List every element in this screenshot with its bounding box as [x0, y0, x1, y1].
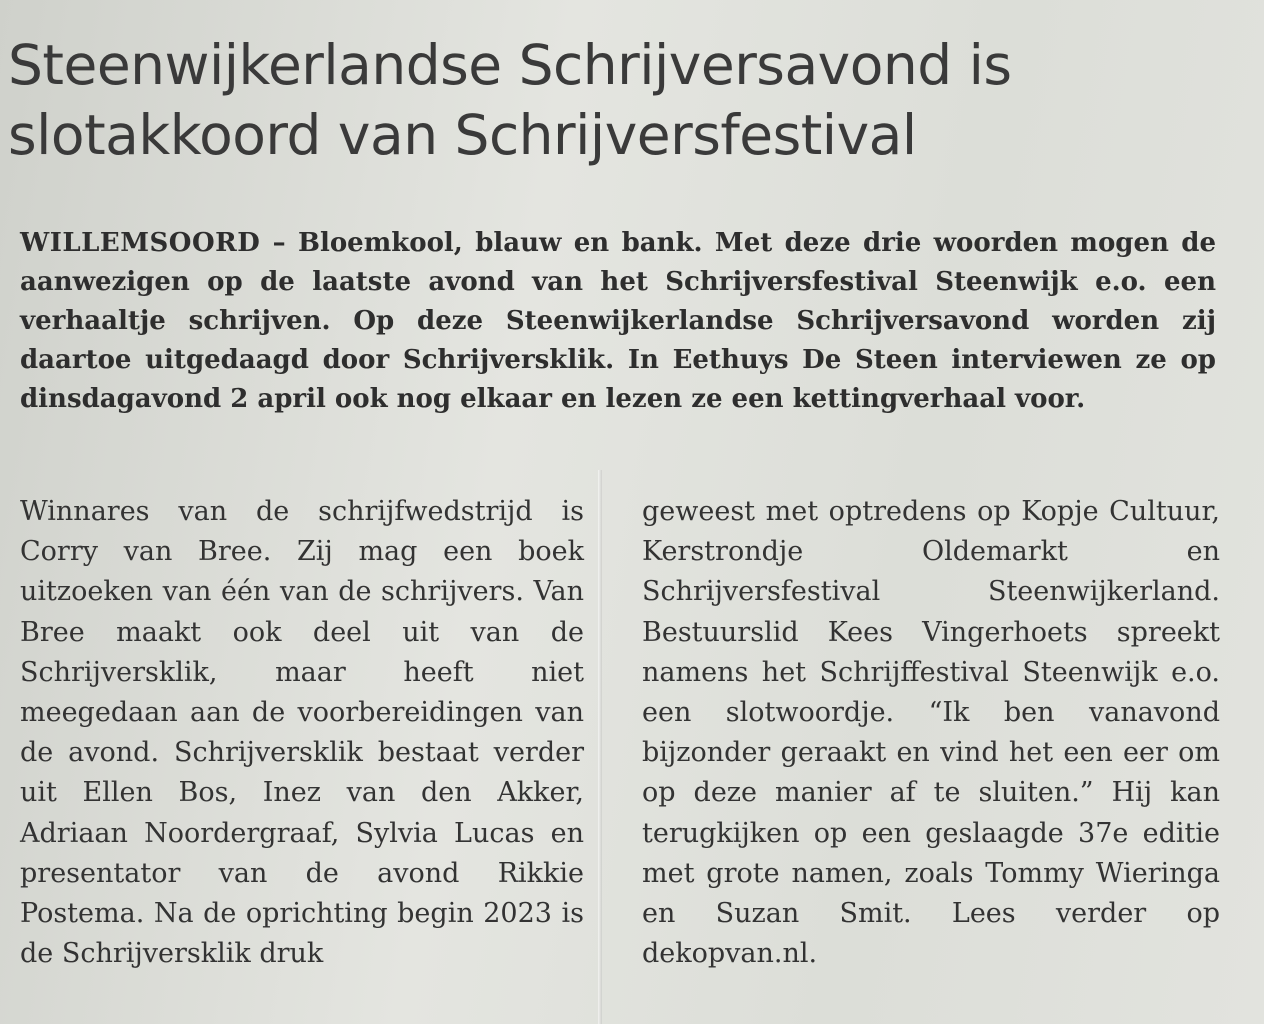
dateline: WILLEMSOORD: [20, 228, 261, 258]
article-lead: [20, 224, 1216, 419]
paper-crease: [598, 470, 602, 1024]
article-headline: Steenwijkerlandse Schrijversavond is slotakkoord van Schrijversfestival: [8, 33, 1012, 167]
lead-text: – Bloemkool, blauw en bank. Met deze drie woorden mogen de aanwezigen op de laatste avond van het Schrijversfestival Steenwijk e.o. een verhaaltje schrijven. Op deze Steenwijkerlandse Schrijversavond worden zij daartoe uitgedaagd door Schrijversklik. In Eethuys De Steen interviewen ze op dinsdagavond 2 april ook nog elkaar en lezen ze een kettingverhaal voor.: [20, 228, 1216, 414]
body-column-left: Winnares van de schrijfwedstrijd is Corry van Bree. Zij mag een boek uitzoeken van één van de schrijvers. Van Bree maakt ook deel uit van de Schrijversklik, maar heeft niet meegedaan aan de voorbereidingen van de avond. Schrijversklik bestaat verder uit Ellen Bos, Inez van den Akker, Adriaan Noordergraaf, Sylvia Lucas en presentator van de avond Rikkie Postema. Na de oprichting begin 2023 is de Schrijversklik druk: [20, 496, 584, 970]
body-column-right: geweest met optredens op Kopje Cultuur, Kerstrondje Oldemarkt en Schrijversfestival Steenwijkerland. Bestuurslid Kees Vingerhoets spreekt namens het Schrijffestival Steenwijk e.o. een slotwoordje. “Ik ben vanavond bijzonder geraakt en vind het een eer om op deze manier af te sluiten.” Hij kan terugkijken op een geslaagde 37e editie met grote namen, zoals Tommy Wieringa en Suzan Smit. Lees verder op dekopvan.nl.: [642, 496, 1220, 970]
